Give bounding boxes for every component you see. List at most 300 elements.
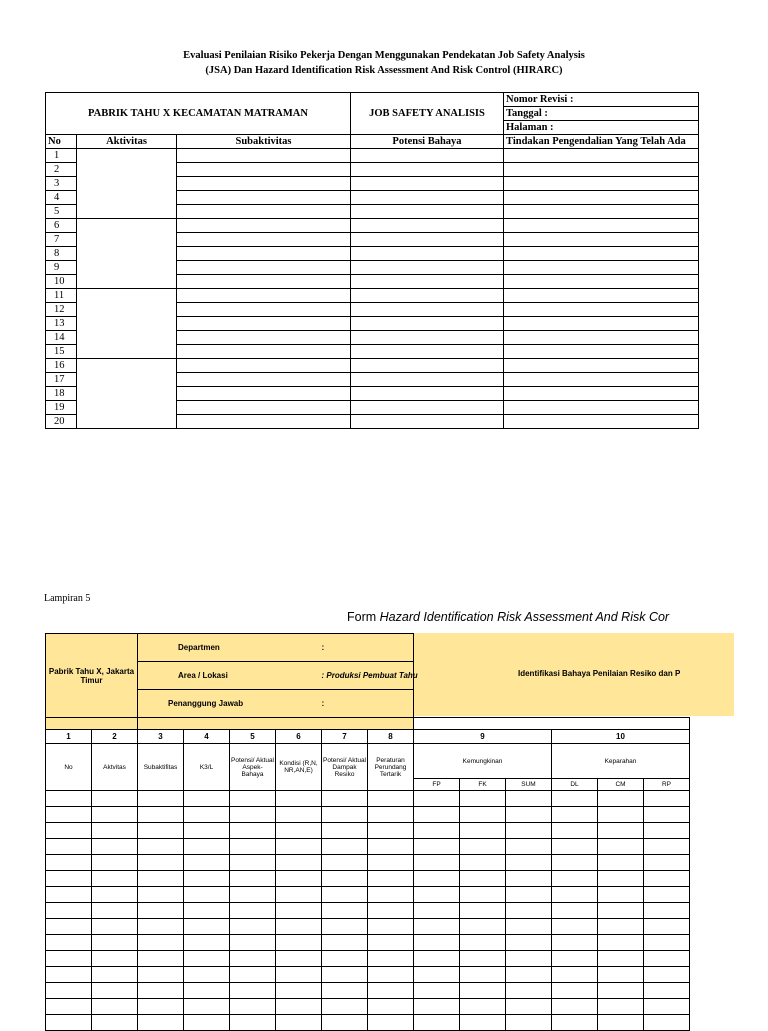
jsa-cell: [504, 289, 699, 303]
jsa-cell: [504, 205, 699, 219]
hirarc-cell: [368, 855, 414, 871]
jsa-cell: [351, 275, 504, 289]
hirarc-cell: [506, 855, 552, 871]
jsa-cell: [351, 317, 504, 331]
hirarc-cell: [414, 823, 460, 839]
jsa-row-number: 1: [46, 149, 77, 163]
hirarc-cell: [414, 871, 460, 887]
hirarc-cell: [506, 839, 552, 855]
hirarc-cell: [552, 855, 598, 871]
hirarc-cell: [92, 871, 138, 887]
hirarc-row: [46, 983, 690, 999]
hirarc-severity-subheader: RP: [644, 779, 690, 791]
hirarc-cell: [644, 855, 690, 871]
hirarc-cell: [598, 903, 644, 919]
hirarc-cell: [506, 807, 552, 823]
hirarc-cell: [230, 839, 276, 855]
hirarc-cell: [322, 919, 368, 935]
hirarc-cell: [598, 999, 644, 1015]
hirarc-cell: [230, 871, 276, 887]
jsa-cell: [177, 289, 351, 303]
hirarc-cell: [506, 951, 552, 967]
jsa-activity-cell: [77, 289, 177, 359]
hirarc-likelihood-subheader: FK: [460, 779, 506, 791]
hirarc-cell: [460, 999, 506, 1015]
jsa-cell: [504, 233, 699, 247]
jsa-cell: [177, 177, 351, 191]
hirarc-cell: [138, 919, 184, 935]
jsa-cell: [351, 373, 504, 387]
hirarc-cell: [138, 807, 184, 823]
jsa-row-number: 3: [46, 177, 77, 191]
hirarc-cell: [414, 903, 460, 919]
hirarc-cell: [506, 871, 552, 887]
hirarc-cell: [644, 951, 690, 967]
hirarc-cell: [644, 839, 690, 855]
jsa-cell: [177, 233, 351, 247]
hirarc-column-number: 2: [92, 730, 138, 744]
hirarc-cell: [276, 871, 322, 887]
hirarc-cell: [138, 903, 184, 919]
hirarc-cell: [552, 791, 598, 807]
jsa-row-number: 19: [46, 401, 77, 415]
jsa-date: Tanggal :: [504, 107, 699, 121]
hirarc-cell: [138, 839, 184, 855]
jsa-row-number: 15: [46, 345, 77, 359]
hirarc-cell: [506, 887, 552, 903]
jsa-cell: [177, 415, 351, 429]
hirarc-cell: [230, 1015, 276, 1031]
hirarc-cell: [552, 999, 598, 1015]
hirarc-field-value: :: [321, 643, 325, 652]
hirarc-row: [46, 823, 690, 839]
hirarc-cell: [276, 935, 322, 951]
hirarc-cell: [414, 999, 460, 1015]
hirarc-cell: [598, 855, 644, 871]
hirarc-cell: [460, 919, 506, 935]
hirarc-column-header: Aktvitas: [92, 744, 138, 791]
hirarc-likelihood-header: Kemungkinan: [414, 744, 552, 779]
hirarc-column-header: Potensi/ Aktual Dampak Resiko: [322, 744, 368, 791]
jsa-row-number: 10: [46, 275, 77, 289]
jsa-table: [45, 92, 699, 429]
hirarc-cell: [460, 1015, 506, 1031]
jsa-company-name: PABRIK TAHU X KECAMATAN MATRAMAN: [46, 93, 351, 135]
hirarc-cell: [598, 935, 644, 951]
hirarc-cell: [184, 807, 230, 823]
hirarc-cell: [552, 903, 598, 919]
hirarc-cell: [92, 903, 138, 919]
hirarc-title-prefix: Form: [347, 610, 380, 624]
hirarc-cell: [46, 791, 92, 807]
hirarc-row: [46, 839, 690, 855]
hirarc-cell: [276, 903, 322, 919]
jsa-cell: [504, 415, 699, 429]
jsa-cell: [177, 317, 351, 331]
jsa-cell: [177, 331, 351, 345]
jsa-row-number: 16: [46, 359, 77, 373]
hirarc-cell: [138, 823, 184, 839]
hirarc-cell: [230, 983, 276, 999]
hirarc-cell: [230, 807, 276, 823]
hirarc-cell: [598, 919, 644, 935]
jsa-cell: [504, 345, 699, 359]
hirarc-cell: [644, 999, 690, 1015]
hirarc-column-number: 1: [46, 730, 92, 744]
hirarc-cell: [506, 823, 552, 839]
hirarc-cell: [460, 983, 506, 999]
hirarc-cell: [92, 999, 138, 1015]
hirarc-cell: [506, 967, 552, 983]
hirarc-cell: [46, 951, 92, 967]
hirarc-cell: [414, 839, 460, 855]
hirarc-field-value: : Produksi Pembuat Tahu: [321, 671, 418, 680]
hirarc-cell: [368, 807, 414, 823]
hirarc-title-italic: Hazard Identification Risk Assessment And Risk Cor: [379, 610, 670, 624]
hirarc-cell: [368, 951, 414, 967]
hirarc-cell: [184, 919, 230, 935]
jsa-cell: [177, 303, 351, 317]
hirarc-cell: [46, 1015, 92, 1031]
hirarc-cell: [552, 823, 598, 839]
hirarc-cell: [414, 1015, 460, 1031]
document-title-line-2: (JSA) Dan Hazard Identification Risk Assessment And Risk Control (HIRARC): [205, 65, 563, 76]
jsa-cell: [177, 359, 351, 373]
hirarc-cell: [184, 823, 230, 839]
jsa-cell: [504, 303, 699, 317]
hirarc-cell: [460, 967, 506, 983]
hirarc-cell: [322, 983, 368, 999]
hirarc-cell: [276, 951, 322, 967]
hirarc-row: [46, 791, 690, 807]
hirarc-row: [46, 935, 690, 951]
hirarc-cell: [460, 823, 506, 839]
hirarc-cell: [184, 791, 230, 807]
hirarc-cell: [46, 935, 92, 951]
jsa-cell: [351, 387, 504, 401]
hirarc-cell: [184, 903, 230, 919]
hirarc-column-number: 8: [368, 730, 414, 744]
hirarc-cell: [322, 791, 368, 807]
hirarc-column-header: No: [46, 744, 92, 791]
hirarc-cell: [276, 919, 322, 935]
hirarc-cell: [414, 967, 460, 983]
hirarc-cell: [414, 935, 460, 951]
hirarc-cell: [460, 871, 506, 887]
hirarc-cell: [184, 999, 230, 1015]
hirarc-cell: [598, 791, 644, 807]
hirarc-cell: [92, 791, 138, 807]
hirarc-cell: [598, 983, 644, 999]
hirarc-field-responsible: [138, 690, 414, 718]
hirarc-column-number: 10: [552, 730, 690, 744]
jsa-cell: [504, 331, 699, 345]
jsa-row-number: 17: [46, 373, 77, 387]
hirarc-cell: [322, 823, 368, 839]
hirarc-cell: [506, 999, 552, 1015]
jsa-cell: [177, 149, 351, 163]
hirarc-cell: [414, 791, 460, 807]
jsa-row-number: 8: [46, 247, 77, 261]
hirarc-cell: [138, 791, 184, 807]
hirarc-cell: [322, 871, 368, 887]
hirarc-cell: [552, 983, 598, 999]
hirarc-cell: [552, 839, 598, 855]
hirarc-cell: [368, 1015, 414, 1031]
hirarc-cell: [414, 919, 460, 935]
hirarc-cell: [460, 951, 506, 967]
jsa-cell: [351, 289, 504, 303]
hirarc-row: [46, 903, 690, 919]
hirarc-cell: [322, 935, 368, 951]
hirarc-cell: [644, 935, 690, 951]
hirarc-cell: [460, 887, 506, 903]
hirarc-cell: [322, 855, 368, 871]
hirarc-cell: [184, 1015, 230, 1031]
hirarc-cell: [552, 1015, 598, 1031]
hirarc-field-label: Area / Lokasi: [178, 671, 228, 680]
hirarc-cell: [184, 983, 230, 999]
hirarc-cell: [598, 967, 644, 983]
hirarc-cell: [552, 871, 598, 887]
hirarc-cell: [644, 791, 690, 807]
hirarc-cell: [506, 919, 552, 935]
hirarc-cell: [92, 855, 138, 871]
hirarc-cell: [598, 807, 644, 823]
hirarc-likelihood-subheader: FP: [414, 779, 460, 791]
jsa-row-number: 9: [46, 261, 77, 275]
jsa-row-number: 6: [46, 219, 77, 233]
jsa-cell: [504, 317, 699, 331]
hirarc-severity-header: Keparahan: [552, 744, 690, 779]
hirarc-cell: [184, 935, 230, 951]
hirarc-cell: [92, 1015, 138, 1031]
jsa-cell: [177, 219, 351, 233]
appendix-label: Lampiran 5: [44, 593, 91, 604]
hirarc-cell: [276, 1015, 322, 1031]
hirarc-cell: [322, 1015, 368, 1031]
hirarc-cell: [644, 967, 690, 983]
jsa-cell: [504, 177, 699, 191]
jsa-cell: [504, 275, 699, 289]
jsa-cell: [351, 401, 504, 415]
hirarc-cell: [598, 871, 644, 887]
hirarc-cell: [414, 887, 460, 903]
hirarc-cell: [92, 807, 138, 823]
hirarc-cell: [138, 983, 184, 999]
hirarc-cell: [230, 887, 276, 903]
jsa-cell: [177, 247, 351, 261]
hirarc-cell: [644, 1015, 690, 1031]
hirarc-cell: [460, 855, 506, 871]
jsa-activity-cell: [77, 149, 177, 219]
hirarc-cell: [644, 983, 690, 999]
hirarc-cell: [46, 903, 92, 919]
hirarc-column-number: 5: [230, 730, 276, 744]
hirarc-cell: [552, 951, 598, 967]
hirarc-cell: [552, 807, 598, 823]
hirarc-cell: [552, 919, 598, 935]
jsa-cell: [351, 149, 504, 163]
hirarc-cell: [368, 983, 414, 999]
hirarc-cell: [46, 999, 92, 1015]
hirarc-cell: [414, 951, 460, 967]
jsa-cell: [504, 359, 699, 373]
hirarc-cell: [368, 839, 414, 855]
hirarc-form-title: [347, 610, 687, 624]
jsa-row: [46, 149, 699, 163]
hirarc-cell: [276, 807, 322, 823]
jsa-row-number: 7: [46, 233, 77, 247]
hirarc-company: Pabrik Tahu X, Jakarta Timur: [46, 634, 138, 718]
jsa-cell: [351, 303, 504, 317]
hirarc-cell: [322, 903, 368, 919]
hirarc-cell: [46, 983, 92, 999]
jsa-col-hazard: Potensi Bahaya: [351, 135, 504, 149]
hirarc-cell: [276, 983, 322, 999]
hirarc-cell: [644, 871, 690, 887]
hirarc-cell: [276, 823, 322, 839]
hirarc-cell: [46, 839, 92, 855]
hirarc-cell: [414, 855, 460, 871]
hirarc-cell: [138, 871, 184, 887]
jsa-activity-cell: [77, 359, 177, 429]
hirarc-row: [46, 999, 690, 1015]
jsa-cell: [351, 191, 504, 205]
hirarc-cell: [506, 935, 552, 951]
hirarc-cell: [276, 855, 322, 871]
hirarc-cell: [138, 951, 184, 967]
hirarc-cell: [460, 839, 506, 855]
hirarc-cell: [368, 935, 414, 951]
hirarc-cell: [552, 887, 598, 903]
hirarc-column-number: 4: [184, 730, 230, 744]
jsa-cell: [177, 205, 351, 219]
hirarc-cell: [368, 967, 414, 983]
hirarc-cell: [598, 839, 644, 855]
hirarc-cell: [138, 999, 184, 1015]
hirarc-cell: [368, 999, 414, 1015]
hirarc-cell: [138, 1015, 184, 1031]
hirarc-cell: [368, 919, 414, 935]
jsa-col-subactivity: Subaktivitas: [177, 135, 351, 149]
jsa-cell: [177, 261, 351, 275]
jsa-cell: [177, 373, 351, 387]
hirarc-cell: [230, 967, 276, 983]
jsa-cell: [504, 163, 699, 177]
hirarc-cell: [184, 951, 230, 967]
jsa-cell: [504, 149, 699, 163]
hirarc-cell: [184, 967, 230, 983]
jsa-cell: [177, 387, 351, 401]
hirarc-cell: [460, 807, 506, 823]
hirarc-row: [46, 919, 690, 935]
hirarc-cell: [230, 999, 276, 1015]
jsa-row-number: 14: [46, 331, 77, 345]
hirarc-cell: [92, 839, 138, 855]
jsa-row-number: 12: [46, 303, 77, 317]
hirarc-column-number: 3: [138, 730, 184, 744]
jsa-row: [46, 359, 699, 373]
jsa-cell: [504, 219, 699, 233]
jsa-row-number: 18: [46, 387, 77, 401]
jsa-cell: [351, 219, 504, 233]
hirarc-cell: [644, 919, 690, 935]
hirarc-cell: [92, 967, 138, 983]
hirarc-cell: [322, 839, 368, 855]
hirarc-cell: [46, 919, 92, 935]
jsa-row: [46, 219, 699, 233]
hirarc-row: [46, 887, 690, 903]
hirarc-column-header: K3/L: [184, 744, 230, 791]
hirarc-cell: [368, 903, 414, 919]
jsa-cell: [351, 233, 504, 247]
hirarc-cell: [230, 951, 276, 967]
hirarc-cell: [368, 823, 414, 839]
hirarc-cell: [644, 903, 690, 919]
jsa-col-control: Tindakan Pengendalian Yang Telah Ada: [504, 135, 699, 149]
hirarc-column-header: Subaktifitas: [138, 744, 184, 791]
hirarc-cell: [184, 855, 230, 871]
hirarc-cell: [230, 935, 276, 951]
hirarc-cell: [414, 983, 460, 999]
hirarc-cell: [138, 887, 184, 903]
hirarc-cell: [460, 935, 506, 951]
hirarc-cell: [598, 1015, 644, 1031]
hirarc-cell: [506, 791, 552, 807]
hirarc-cell: [322, 887, 368, 903]
jsa-col-no: No: [46, 135, 77, 149]
hirarc-field-department: [138, 634, 414, 662]
hirarc-likelihood-subheader: SUM: [506, 779, 552, 791]
jsa-cell: [177, 191, 351, 205]
jsa-row-number: 4: [46, 191, 77, 205]
hirarc-cell: [230, 791, 276, 807]
hirarc-cell: [506, 983, 552, 999]
hirarc-cell: [46, 823, 92, 839]
jsa-page: Halaman :: [504, 121, 699, 135]
jsa-cell: [504, 401, 699, 415]
hirarc-column-header: Potensi/ Aktual Aspek- Bahaya: [230, 744, 276, 791]
jsa-row-number: 20: [46, 415, 77, 429]
hirarc-column-numbers: [46, 730, 690, 744]
jsa-cell: [177, 345, 351, 359]
hirarc-column-number: 6: [276, 730, 322, 744]
hirarc-cell: [276, 887, 322, 903]
hirarc-cell: [138, 855, 184, 871]
jsa-row-number: 5: [46, 205, 77, 219]
hirarc-cell: [644, 887, 690, 903]
hirarc-row: [46, 951, 690, 967]
hirarc-severity-subheader: DL: [552, 779, 598, 791]
jsa-cell: [504, 373, 699, 387]
hirarc-cell: [46, 887, 92, 903]
jsa-cell: [177, 401, 351, 415]
hirarc-cell: [46, 807, 92, 823]
hirarc-cell: [368, 871, 414, 887]
hirarc-cell: [598, 951, 644, 967]
hirarc-cell: [322, 967, 368, 983]
hirarc-cell: [552, 967, 598, 983]
hirarc-column-header: Peraturan Perundang Tertarik: [368, 744, 414, 791]
hirarc-field-value: :: [321, 699, 325, 708]
hirarc-cell: [322, 807, 368, 823]
hirarc-cell: [184, 887, 230, 903]
jsa-cell: [504, 261, 699, 275]
jsa-cell: [351, 415, 504, 429]
hirarc-section-title: Identifikasi Bahaya Penilaian Resiko dan P: [518, 669, 681, 678]
jsa-cell: [504, 191, 699, 205]
